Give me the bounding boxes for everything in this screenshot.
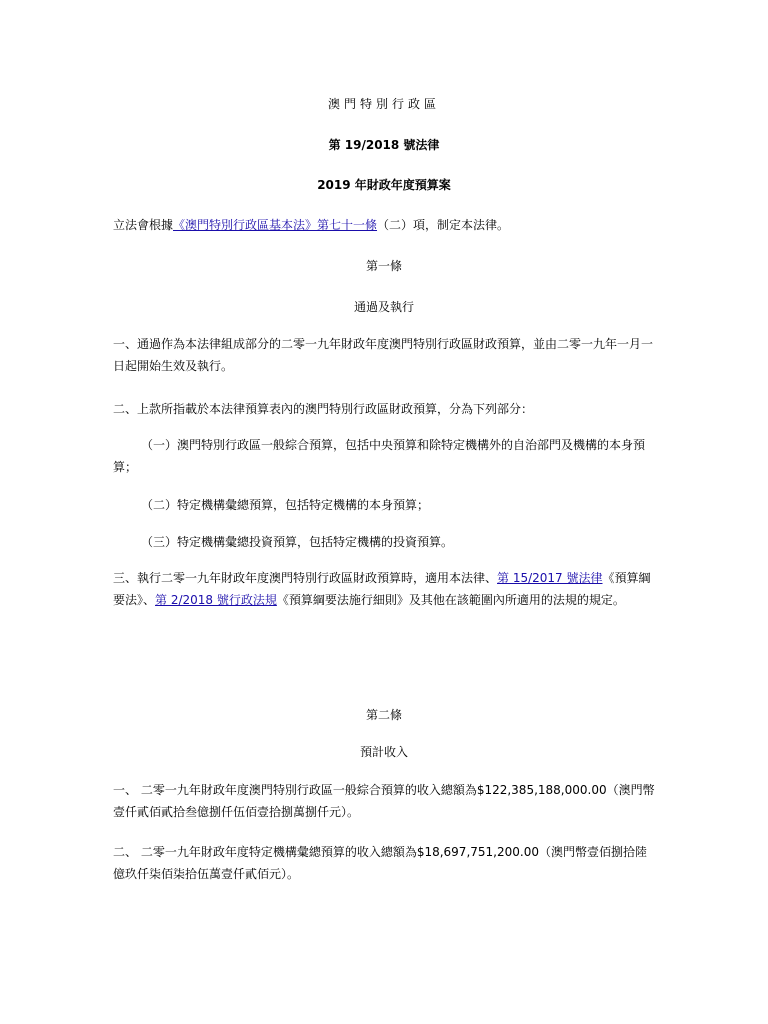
article-1-item-2: （二）特定機構彙總預算，包括特定機構的本身預算；: [141, 498, 430, 512]
article-1-paragraph-1: 一、通過作為本法律組成部分的二零一九年財政年度澳門特別行政區財政預算，並由二零一九年一月一日起開始生效及執行。: [113, 337, 654, 373]
article-2-paragraph-2: 二、 二零一九年財政年度特定機構彙總預算的收入總額為$18,697,751,200.00（澳門幣壹佰捌拾陸億玖仟柒佰柒拾伍萬壹仟貳佰元）。: [113, 845, 647, 881]
paragraph-3-suffix: 《預算綱要法施行細則》及其他在該範圍內所適用的法規的規定。: [276, 593, 625, 607]
preamble-prefix: 立法會根據: [113, 218, 174, 232]
law-number-heading: 第 19/2018 號法律: [328, 138, 440, 152]
paragraph-3-prefix: 三、執行二零一九年財政年度澳門特別行政區財政預算時，適用本法律、: [113, 571, 498, 585]
paragraph-3-mid: 《預算綱要法》、: [113, 571, 651, 607]
article-2-paragraph-1: 一、 二零一九年財政年度澳門特別行政區一般綜合預算的收入總額為$122,385,188,000.00（澳門幣壹仟貳佰貳拾叁億捌仟伍佰壹拾捌萬捌仟元）。: [113, 783, 655, 819]
law-title-heading: 2019 年財政年度預算案: [317, 178, 451, 192]
law-15-2017-link[interactable]: 第 15/2017 號法律: [497, 571, 603, 585]
article-1-item-3: （三）特定機構彙總投資預算，包括特定機構的投資預算。: [141, 535, 454, 549]
preamble-suffix: （二）項，制定本法律。: [377, 218, 510, 232]
basic-law-link[interactable]: 《澳門特別行政區基本法》第七十一條: [173, 218, 378, 232]
article-1-number: 第一條: [365, 259, 402, 273]
article-1-paragraph-2: 二、上款所指載於本法律預算表內的澳門特別行政區財政預算，分為下列部分：: [113, 402, 534, 416]
article-1-title: 通過及執行: [353, 300, 414, 314]
article-2-number: 第二條: [365, 708, 402, 722]
article-1-paragraph-3: [113, 567, 658, 611]
regulation-2-2018-link[interactable]: 第 2/2018 號行政法規: [155, 593, 277, 607]
article-1-item-1: （一）澳門特別行政區一般綜合預算，包括中央預算和除特定機構外的自治部門及機構的本身預算；: [113, 438, 646, 474]
preamble-paragraph: [113, 214, 658, 236]
article-2-title: 預計收入: [359, 745, 408, 759]
region-heading: 澳門特別行政區: [327, 97, 440, 111]
